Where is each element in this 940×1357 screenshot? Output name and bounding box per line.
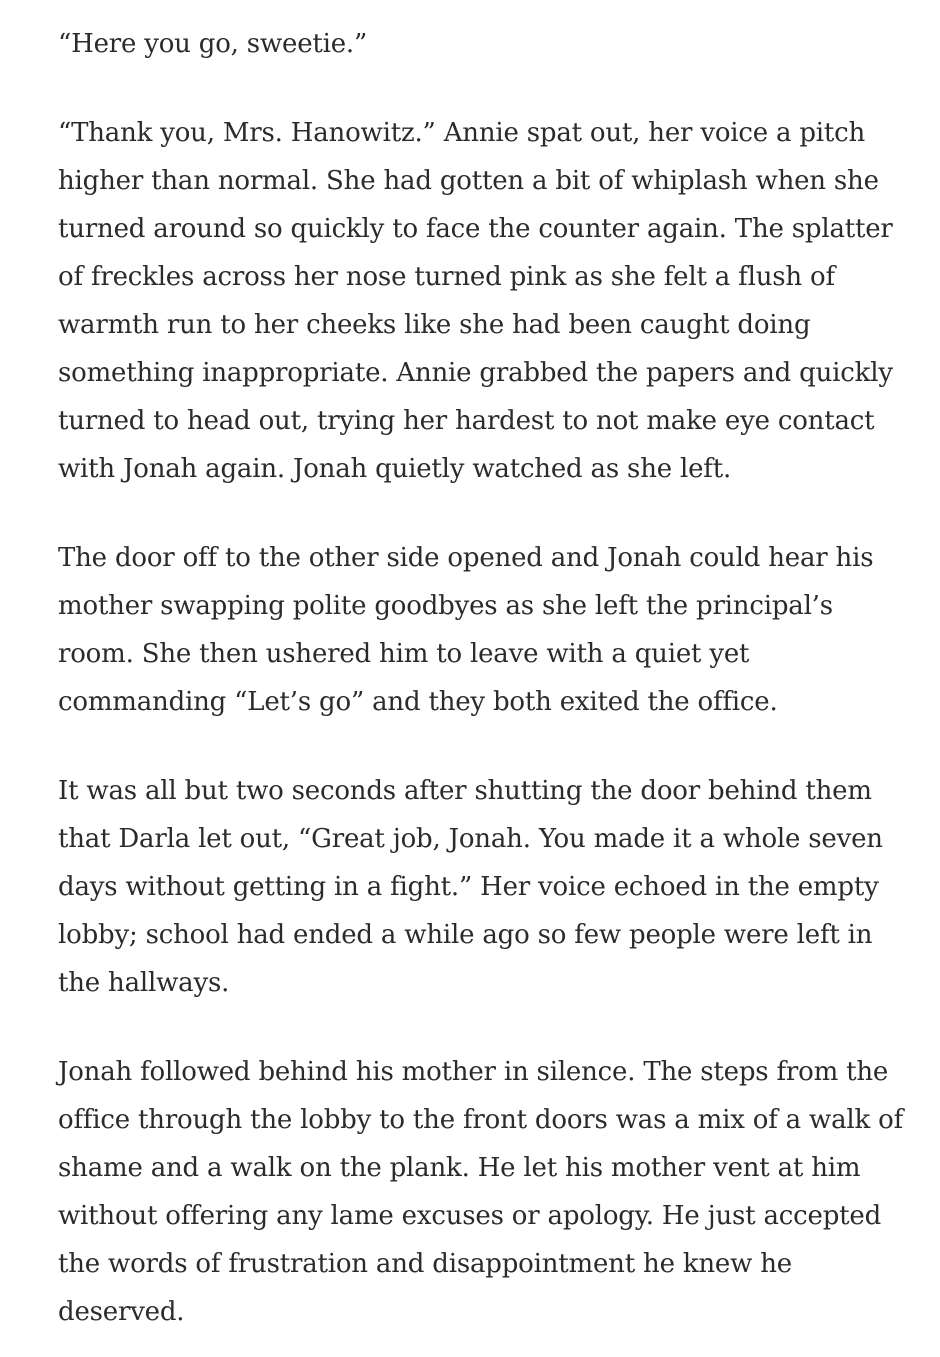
text-line: warmth run to her cheeks like she had been caught doing [58, 310, 811, 340]
text-line: turned to head out, trying her hardest to not make eye contact [58, 406, 875, 436]
text-line: room. She then ushered him to leave with a quiet yet [58, 639, 750, 669]
text-line: that Darla let out, “Great job, Jonah. You made it a whole seven [58, 824, 883, 854]
text-line: shame and a walk on the plank. He let his mother vent at him [58, 1153, 861, 1183]
text-line: The door off to the other side opened and Jonah could hear his [58, 543, 874, 573]
paragraph-2 [58, 109, 893, 493]
text-line: turned around so quickly to face the counter again. The splatter [58, 214, 893, 244]
text-line: with Jonah again. Jonah quietly watched as she left. [58, 454, 732, 484]
paragraph-1 [58, 20, 888, 68]
text-line: commanding “Let’s go” and they both exited the office. [58, 687, 778, 717]
text-line: office through the lobby to the front doors was a mix of a walk of [58, 1105, 904, 1135]
text-line: something inappropriate. Annie grabbed the papers and quickly [58, 358, 893, 388]
text-line: higher than normal. She had gotten a bit of whiplash when she [58, 166, 879, 196]
text-line: of freckles across her nose turned pink as she felt a flush of [58, 262, 835, 292]
text-line: deserved. [58, 1297, 185, 1327]
text-line: Jonah followed behind his mother in silence. The steps from the [58, 1057, 889, 1087]
text-line: “Here you go, sweetie.” [58, 29, 368, 59]
text-line: the words of frustration and disappointment he knew he [58, 1249, 792, 1279]
text-line: It was all but two seconds after shutting the door behind them [58, 776, 872, 806]
text-line: the hallways. [58, 968, 230, 998]
text-line: days without getting in a fight.” Her voice echoed in the empty [58, 872, 879, 902]
text-line: mother swapping polite goodbyes as she left the principal’s [58, 591, 833, 621]
story-text [58, 20, 904, 1336]
text-line: without offering any lame excuses or apology. He just accepted [58, 1201, 882, 1231]
text-line: “Thank you, Mrs. Hanowitz.” Annie spat out, her voice a pitch [58, 118, 866, 148]
paragraph-4 [58, 767, 888, 1007]
text-line: lobby; school had ended a while ago so few people were left in [58, 920, 873, 950]
paragraph-5 [58, 1048, 904, 1336]
paragraph-3 [58, 534, 888, 726]
